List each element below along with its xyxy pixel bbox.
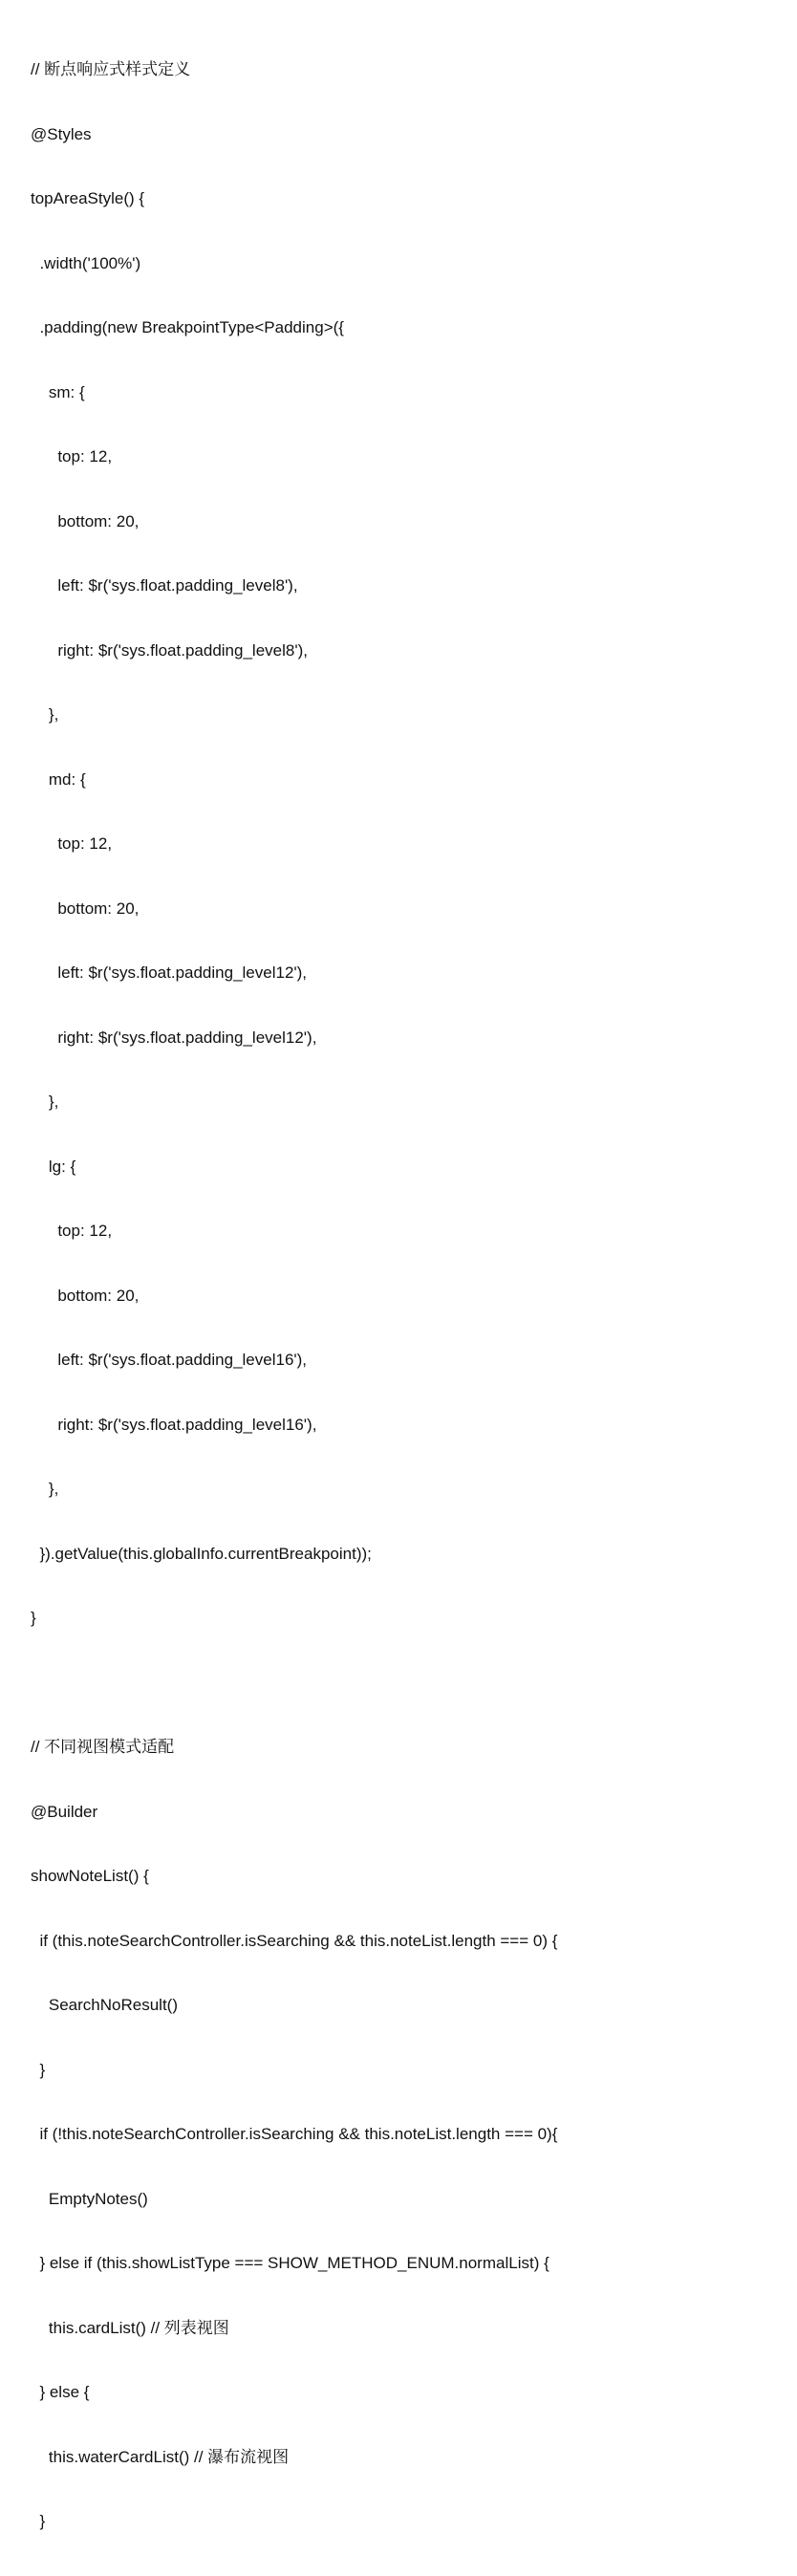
code-line: top: 12, xyxy=(31,834,113,853)
code-line: @Builder xyxy=(31,1802,98,1821)
code-line: left: $r('sys.float.padding_level12'), xyxy=(31,963,308,982)
code-line: showNoteList() { xyxy=(31,1867,149,1885)
code-line: bottom: 20, xyxy=(31,898,140,918)
code-line: left: $r('sys.float.padding_level16'), xyxy=(31,1351,308,1369)
code-line: bottom: 20, xyxy=(31,1286,140,1305)
code-line: md: { xyxy=(31,769,86,789)
code-line: right: $r('sys.float.padding_level8'), xyxy=(31,640,308,660)
code-block xyxy=(31,16,797,2576)
code-line: SearchNoResult() xyxy=(31,1996,178,2014)
code-line: bottom: 20, xyxy=(31,511,140,530)
code-line: // 断点响应式样式定义 xyxy=(31,60,191,78)
code-line: }, xyxy=(31,705,59,724)
code-line: }).getValue(this.globalInfo.currentBreakpoint)); xyxy=(31,1544,372,1563)
code-line: top: 12, xyxy=(31,447,113,465)
code-line: left: $r('sys.float.padding_level8'), xyxy=(31,576,298,595)
code-line: }, xyxy=(31,1093,59,1111)
code-line: } xyxy=(31,1609,36,1627)
code-line: }, xyxy=(31,1480,59,1498)
code-line: EmptyNotes() xyxy=(31,2189,148,2208)
code-line: topAreaStyle() { xyxy=(31,189,145,207)
code-line: sm: { xyxy=(31,382,85,401)
code-line: lg: { xyxy=(31,1157,76,1176)
code-line: .padding(new BreakpointType<Padding>({ xyxy=(31,318,344,336)
code-line: // 不同视图模式适配 xyxy=(31,1738,175,1756)
code-line: } else if (this.showListType === SHOW_METHOD_ENUM.normalList) { xyxy=(31,2254,549,2272)
code-line: if (!this.noteSearchController.isSearching && this.noteList.length === 0){ xyxy=(31,2125,558,2143)
code-line: this.waterCardList() // 瀑布流视图 xyxy=(31,2447,290,2466)
code-line xyxy=(31,1673,797,1695)
code-line: top: 12, xyxy=(31,1222,113,1240)
code-line: } xyxy=(31,2060,46,2079)
code-line: } xyxy=(31,2512,46,2530)
code-line: if (this.noteSearchController.isSearching && this.noteList.length === 0) { xyxy=(31,1931,558,1950)
code-line: @Styles xyxy=(31,124,92,143)
code-line: } else { xyxy=(31,2383,90,2401)
code-line: this.cardList() // 列表视图 xyxy=(31,2318,229,2337)
code-line: right: $r('sys.float.padding_level12'), xyxy=(31,1028,317,1047)
code-line: right: $r('sys.float.padding_level16'), xyxy=(31,1415,317,1434)
code-line: .width('100%') xyxy=(31,253,141,272)
